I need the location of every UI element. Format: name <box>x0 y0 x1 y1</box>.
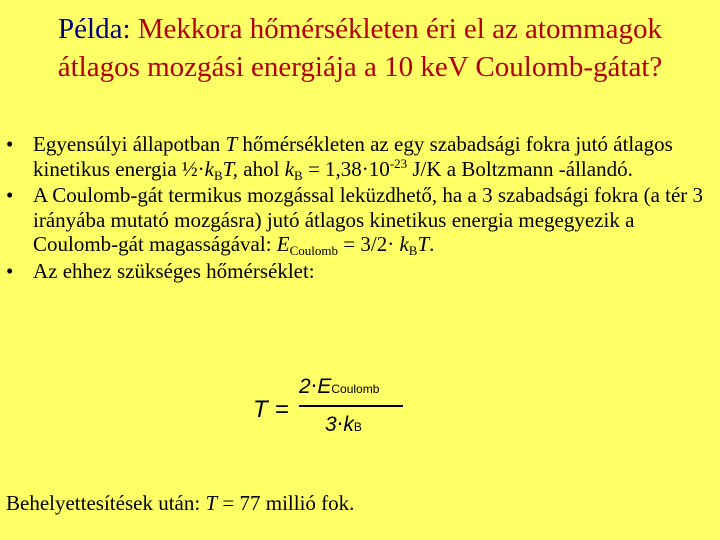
bullet-item-coulomb-barrier <box>0 183 715 257</box>
text: = 77 millió fok. <box>217 491 355 515</box>
formula-numerator <box>299 374 379 399</box>
var-E: E <box>276 232 290 256</box>
text: A Coulomb-gát termikus mozgással leküzdhető, ha a 3 szabadsági fokra (a tér 3 irányába mutató mozgásra) jutó átlagos kinetikus energia megegyezik a Coulomb-gát magasságával: <box>33 183 704 256</box>
text: Behelyettesítések után: <box>6 491 206 515</box>
formula-lhs: T <box>253 396 268 423</box>
var-k: k <box>399 232 409 256</box>
numerator-text: 2⋅E <box>299 375 332 398</box>
var-k: k <box>204 156 214 181</box>
subscript-B: B <box>213 167 223 183</box>
temperature-formula <box>253 372 413 452</box>
var-k: k <box>284 156 295 181</box>
subscript-coulomb: Coulomb <box>289 243 339 258</box>
bullet-dot-icon: • <box>6 183 14 207</box>
text: ahol <box>238 156 285 181</box>
formula-equals: = <box>275 396 290 423</box>
exponent: -23 <box>389 155 408 171</box>
text: . <box>429 232 435 256</box>
denominator-subscript: B <box>353 420 362 434</box>
text: Az ehhez szükséges hőmérséklet: <box>33 258 315 283</box>
bullet-list <box>0 132 715 285</box>
fraction-bar <box>299 405 403 407</box>
numerator-subscript: Coulomb <box>331 382 380 396</box>
var-T: T <box>225 132 238 156</box>
result-line <box>6 490 354 516</box>
var-T: T <box>417 232 430 256</box>
bullet-item-equipartition <box>0 132 715 181</box>
denominator-text: 3⋅k <box>325 413 354 436</box>
subscript-B: B <box>408 243 418 258</box>
var-T: T, <box>222 156 239 181</box>
formula-denominator <box>325 412 362 437</box>
text: J/K a Boltzmann -állandó. <box>407 156 633 181</box>
title-question: Mekkora hőmérsékleten éri el az atommagok átlagos mozgási energiája a 10 keV Coulomb-gátat? <box>57 13 663 83</box>
slide-title <box>30 10 690 86</box>
text: Egyensúlyi állapotban <box>33 132 226 156</box>
text: = 3/2· <box>338 232 400 256</box>
var-T: T <box>205 491 218 515</box>
text: = 1,38·10 <box>302 156 390 181</box>
title-lead: Példa: <box>58 13 131 45</box>
bullet-item-temperature <box>0 259 715 284</box>
bullet-dot-icon: • <box>6 132 14 156</box>
bullet-dot-icon: • <box>6 258 14 283</box>
subscript-B: B <box>294 167 303 183</box>
text: hőmérsékleten az egy szabadsági fokra jutó átlagos kinetikus energia ½· <box>33 132 673 181</box>
